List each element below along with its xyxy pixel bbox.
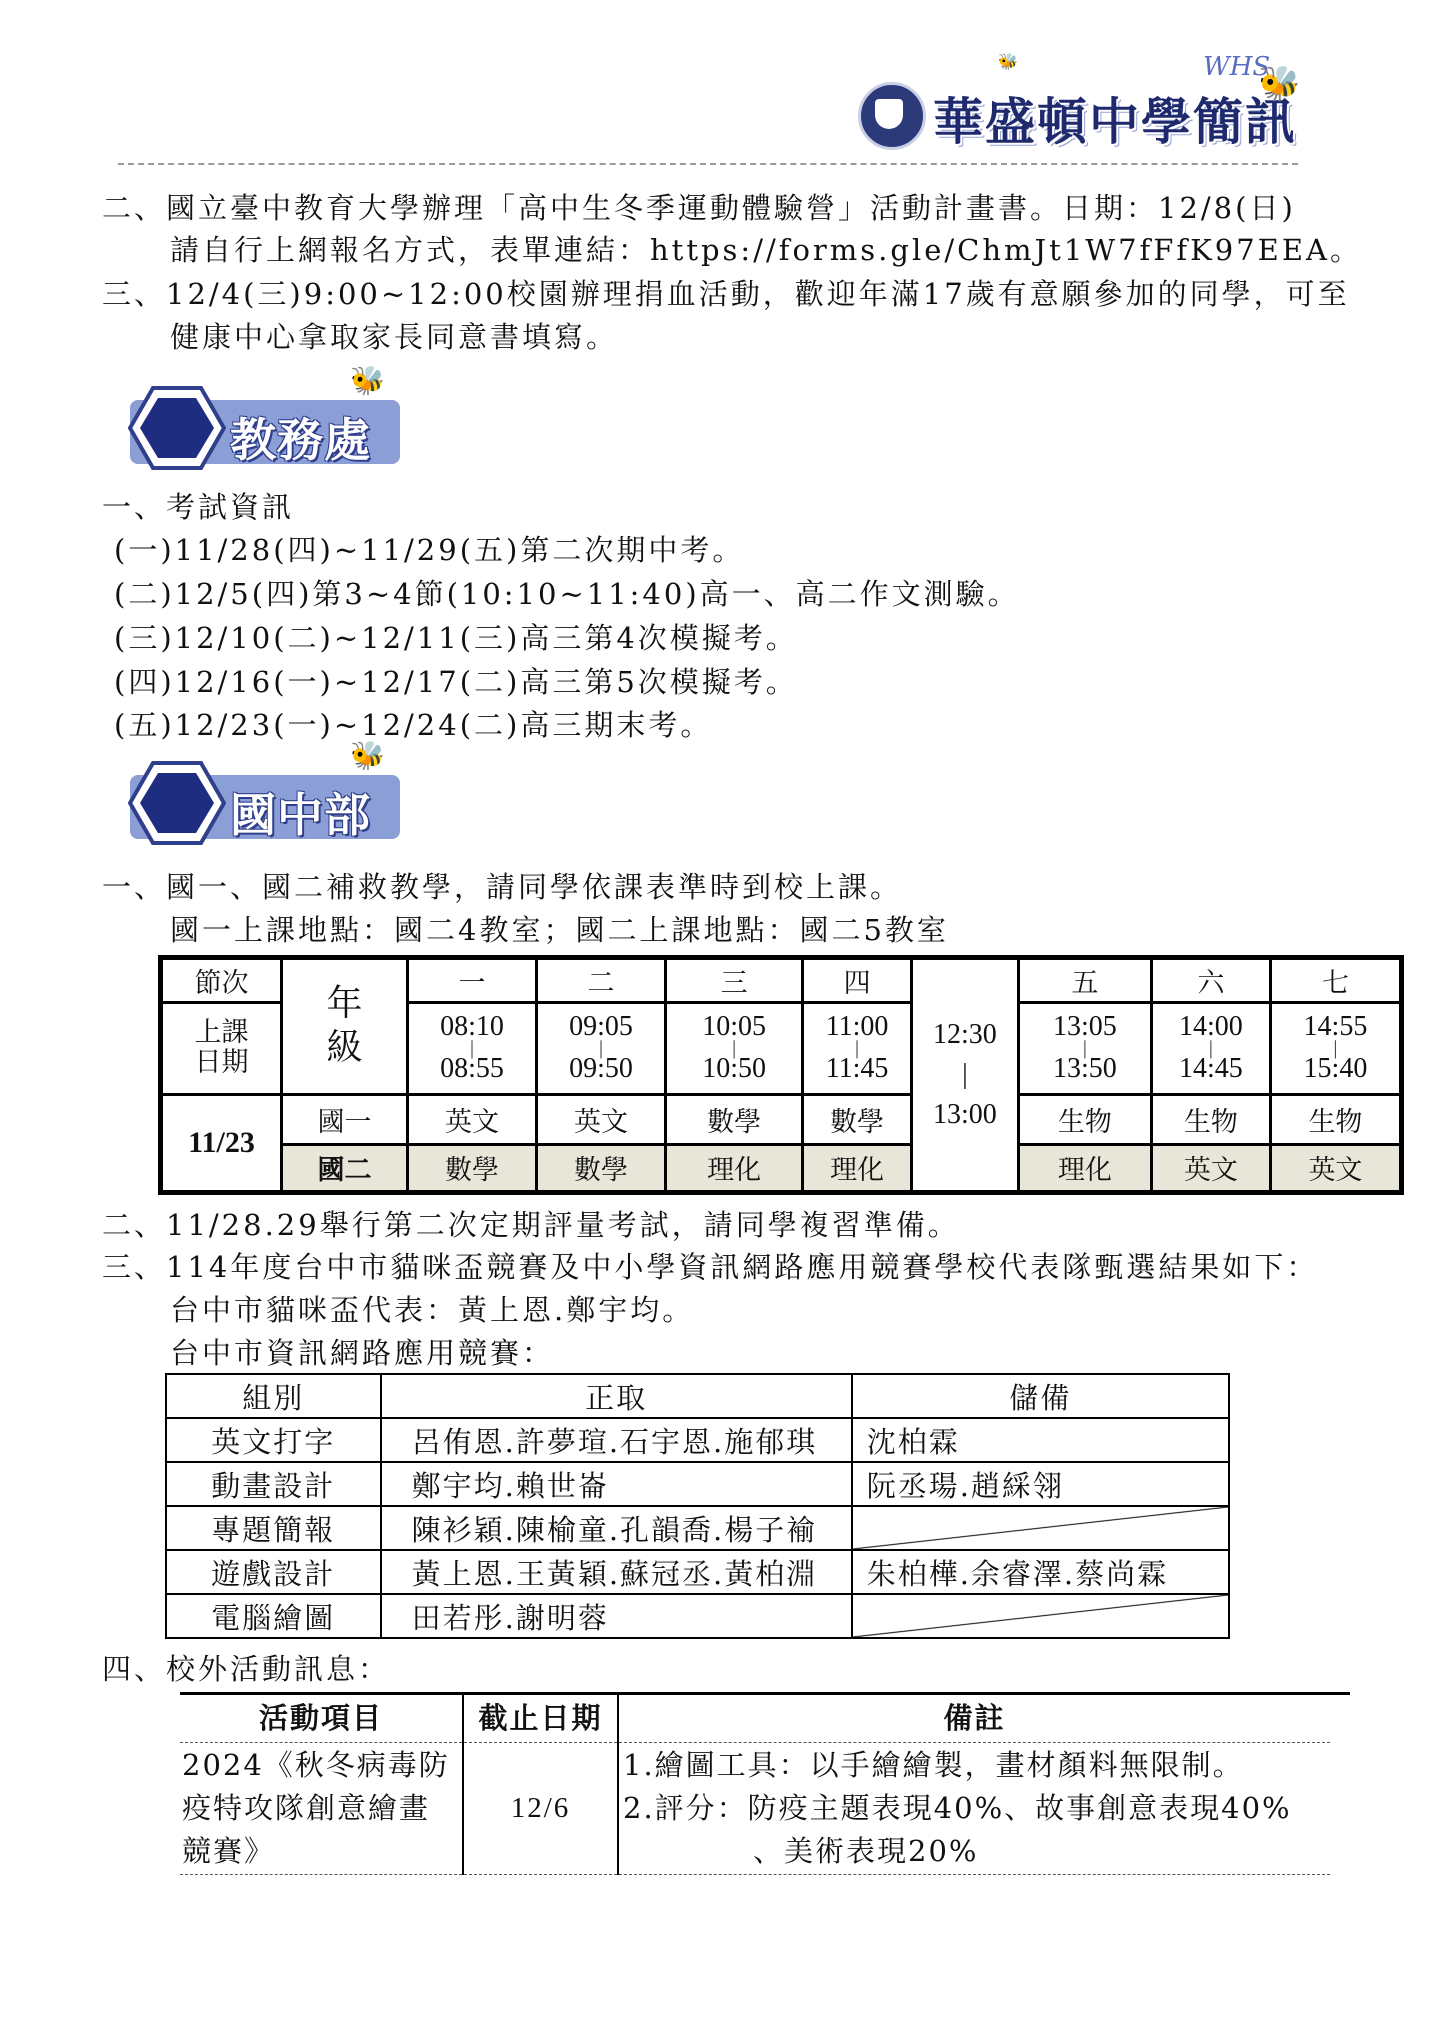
logo-whs: WHS [1203,52,1271,82]
intro-item-3-line1: 三、12/4(三)9:00~12:00校園辦理捐血活動，歡迎年滿17歲有意願參加的同學，可至 [102,277,1350,311]
section-title: 國中部 [230,788,371,842]
exam-item: (二)12/5(四)第3~4節(10:10~11:40)高一、高二作文測驗。 [114,577,1020,611]
exam-item: (三)12/10(二)~12/11(三)高三第4次模擬考。 [114,621,798,655]
activity-name: 競賽》 [182,1833,276,1868]
subject-cell: 生物 [1151,1094,1270,1144]
header-logo [858,52,1328,162]
subject-cell: 英文 [1151,1144,1270,1192]
exam-item: (四)12/16(一)~12/17(二)高三第5次模擬考。 [114,665,798,699]
label-period: 節次 [161,958,282,1003]
subject-cell: 數學 [666,1094,803,1144]
bee-icon: 🐝 [1258,64,1301,104]
bee-icon: 🐝 [998,52,1018,71]
period-5: 五 [1018,958,1151,1003]
table-row: 電腦繪圖 田若彤.謝明蓉 [166,1594,1229,1638]
col-header: 備註 [618,1692,1330,1742]
intro-item-2-line1: 二、國立臺中教育大學辦理「高中生冬季運動體驗營」活動計畫書。日期：12/8(日) [102,191,1296,225]
exam-notice: 二、11/28.29舉行第二次定期評量考試，請同學複習準備。 [102,1208,960,1242]
subject-cell: 英文 [537,1094,666,1144]
lunch-start: 12:30 [933,1019,997,1050]
time-period-7: 14:55 | 15:40 [1270,1002,1401,1094]
subject-cell: 理化 [1018,1144,1151,1192]
hexagon-icon [128,384,226,472]
exam-heading: 一、考試資訊 [102,490,295,524]
bee-icon: 🐝 [350,364,385,397]
label-grade: 年級 [281,958,407,1095]
competition-line1: 三、114年度台中市貓咪盃競賽及中小學資訊網路應用競賽學校代表隊甄選結果如下： [102,1250,1319,1284]
activity-note: 、美術表現20% [753,1833,979,1868]
activity-name: 疫特攻隊創意繪畫 [182,1790,431,1825]
subject-cell: 英文 [407,1094,536,1144]
time-period-2: 09:05 | 09:50 [537,1002,666,1094]
header-divider [118,163,1298,165]
activity-note: 2.評分：防疫主題表現40%、故事創意表現40% [623,1790,1292,1825]
col-header: 組別 [166,1374,381,1418]
table-row: 遊戲設計 黃上恩.王黃穎.蘇冠丞.黃柏淵 朱柏樺.余睿澤.蔡尚霖 [166,1550,1229,1594]
section-header-junior [100,739,400,855]
activity-name: 2024《秋冬病毒防 [182,1747,450,1782]
col-header: 活動項目 [180,1692,463,1742]
remedial-line2: 國一上課地點：國二4教室；國二上課地點：國二5教室 [170,913,949,947]
exam-item: (五)12/23(一)~12/24(二)高三期末考。 [114,708,713,742]
exam-item: (一)11/28(四)~11/29(五)第二次期中考。 [114,533,745,567]
subject-cell: 理化 [803,1144,912,1192]
period-3: 三 [666,958,803,1003]
period-6: 六 [1151,958,1270,1003]
remedial-schedule-table [158,955,1404,1195]
competition-results-table [165,1373,1230,1639]
col-header: 正取 [381,1374,852,1418]
empty-slash-cell [852,1506,1229,1550]
time-period-5: 13:05 | 13:50 [1018,1002,1151,1094]
empty-slash-cell [852,1594,1229,1638]
activities-heading: 四、校外活動訊息： [102,1652,391,1686]
activity-deadline: 12/6 [463,1742,618,1874]
time-period-1: 08:10 | 08:55 [407,1002,536,1094]
subject-cell: 理化 [666,1144,803,1192]
activities-table [180,1692,1330,1875]
period-2: 二 [537,958,666,1003]
time-period-4: 11:00 | 11:45 [803,1002,912,1094]
lunch-end: 13:00 [933,1099,997,1130]
bee-icon: 🐝 [350,739,385,772]
period-4: 四 [803,958,912,1003]
table-row: 英文打字 呂侑恩.許夢瑄.石宇恩.施郁琪 沈柏霖 [166,1418,1229,1462]
logo-title: 華盛頓中學簡訊 [933,93,1297,151]
col-header: 儲備 [852,1374,1229,1418]
grade-label: 國二 [281,1144,407,1192]
class-date: 11/23 [161,1094,282,1192]
section-title: 教務處 [230,413,371,467]
activity-note: 1.繪圖工具：以手繪繪製，畫材顏料無限制。 [623,1747,1244,1782]
subject-cell: 生物 [1018,1094,1151,1144]
school-seal-icon [858,82,926,150]
lunch-bar: | [962,1059,968,1090]
grade-label: 國一 [281,1094,407,1144]
label-date: 上課日期 [161,1002,282,1094]
table-row [180,1742,1330,1874]
section-header-academic [100,364,400,480]
competition-line2: 台中市貓咪盃代表：黃上恩.鄭宇均。 [170,1293,695,1327]
subject-cell: 生物 [1270,1094,1401,1144]
intro-item-2-line2: 請自行上網報名方式，表單連結：https://forms.gle/ChmJt1W7fFfK97EEA。 [170,233,1362,267]
intro-item-3-line2: 健康中心拿取家長同意書填寫。 [170,320,619,354]
col-header: 截止日期 [463,1692,618,1742]
table-row: 動畫設計 鄭宇均.賴世崙 阮丞瑒.趙綵翎 [166,1462,1229,1506]
hexagon-icon [128,759,226,847]
period-1: 一 [407,958,536,1003]
subject-cell: 英文 [1270,1144,1401,1192]
competition-line3: 台中市資訊網路應用競賽： [170,1336,555,1370]
subject-cell: 數學 [537,1144,666,1192]
table-row: 專題簡報 陳衫穎.陳榆童.孔韻喬.楊子褕 [166,1506,1229,1550]
remedial-line1: 一、國一、國二補救教學，請同學依課表準時到校上課。 [102,870,903,904]
time-period-3: 10:05 | 10:50 [666,1002,803,1094]
subject-cell: 數學 [407,1144,536,1192]
period-7: 七 [1270,958,1401,1003]
lunch-break [912,958,1019,1193]
subject-cell: 數學 [803,1094,912,1144]
time-period-6: 14:00 | 14:45 [1151,1002,1270,1094]
